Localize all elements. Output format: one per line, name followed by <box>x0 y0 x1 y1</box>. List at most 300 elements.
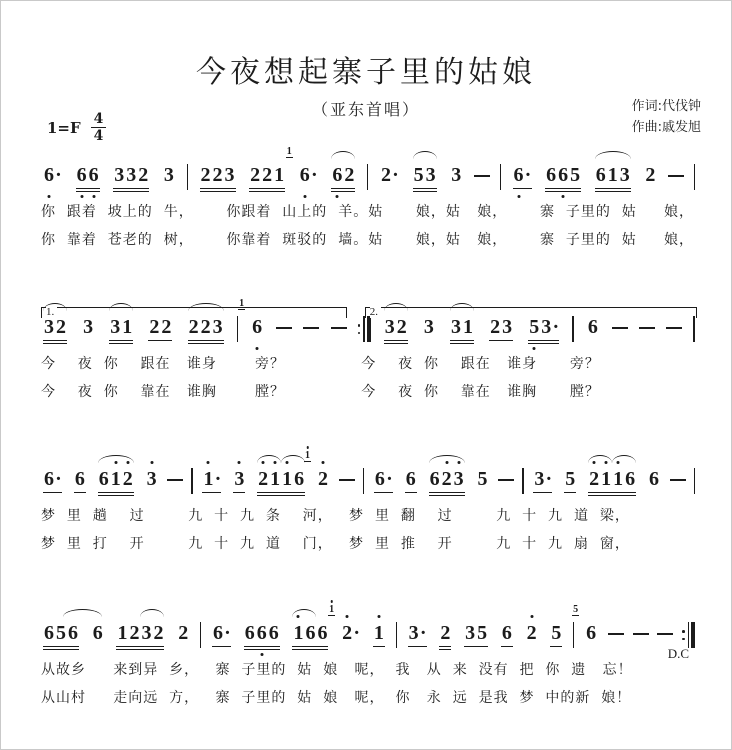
sustain-dash <box>668 175 684 177</box>
note-token <box>43 163 62 188</box>
augmentation-dot: · <box>55 468 62 490</box>
note-char: 6 <box>268 622 279 644</box>
music-system <box>41 146 695 250</box>
note-char: 1 <box>203 468 214 490</box>
note-token <box>146 467 158 492</box>
note-char: 6 <box>294 468 305 490</box>
thin-barline <box>688 622 689 648</box>
note-token <box>439 621 451 647</box>
note-char: 1 <box>270 468 281 490</box>
note-char: 3 <box>126 164 137 186</box>
note-token <box>644 163 656 188</box>
note-group <box>374 467 393 493</box>
sustain-dash <box>276 327 292 329</box>
note-char: 6 <box>625 468 636 490</box>
note-char: 2 <box>122 468 133 490</box>
augmentation-dot: · <box>224 622 231 644</box>
lyric-line: 今 夜 你 靠在 谁胸 膛？ 今 夜 你 靠在 谁胸 膛？ <box>41 384 600 400</box>
note-token <box>450 163 462 188</box>
sustain-dash <box>608 633 624 635</box>
note-char: 5 <box>529 316 540 338</box>
augmentation-dot: · <box>214 468 222 490</box>
repeat-dots <box>682 630 685 640</box>
note-token <box>564 467 576 493</box>
note-group <box>423 315 435 340</box>
note-group <box>257 467 305 493</box>
note-char: 3 <box>146 468 157 490</box>
note-token <box>244 621 280 647</box>
grace-note: 1 <box>329 604 335 615</box>
note-char: 2 <box>200 164 211 186</box>
note-char: 2 <box>178 622 189 644</box>
notes-row <box>41 604 695 653</box>
note-token <box>587 315 599 340</box>
note-token <box>464 621 488 647</box>
note-char: 1 <box>117 622 128 644</box>
note-group <box>146 467 158 492</box>
repeat-end-barline <box>358 316 371 342</box>
note-token <box>116 621 164 647</box>
note-group <box>644 163 656 188</box>
barline <box>500 164 501 190</box>
slur-arc <box>413 151 437 159</box>
note-group <box>113 163 149 189</box>
barline <box>694 164 695 190</box>
note-char: 2 <box>441 468 452 490</box>
note-char: 1 <box>607 164 618 186</box>
barline <box>363 468 364 494</box>
note-char: 2 <box>212 164 223 186</box>
note-char: 6 <box>74 468 85 490</box>
note-group <box>244 621 280 647</box>
repeat-dot <box>358 332 361 335</box>
barline <box>187 164 188 190</box>
note-group <box>212 621 231 647</box>
note-token <box>405 467 417 493</box>
augmentation-dot: · <box>310 164 318 186</box>
note-char: 3 <box>141 622 152 644</box>
note-token <box>573 604 597 646</box>
note-char: 3 <box>425 164 436 186</box>
composer-credit: 作曲:戚发旭 <box>631 120 701 135</box>
note-char: 6 <box>405 468 416 490</box>
note-token <box>202 467 221 493</box>
note-char: 2 <box>645 164 656 186</box>
note-group <box>464 621 488 647</box>
note-char: 3 <box>212 316 223 338</box>
note-char: 6 <box>88 164 99 186</box>
slur-arc <box>257 455 281 463</box>
augmentation-dot: · <box>545 468 553 490</box>
note-token <box>450 315 474 341</box>
note-group <box>585 621 597 646</box>
note-char: 2 <box>342 622 353 644</box>
note-token <box>380 163 399 188</box>
note-group <box>74 467 86 493</box>
song-subtitle: （亚东首唱） <box>311 100 420 119</box>
note-char: 3 <box>451 316 462 338</box>
note-char: 6 <box>317 622 328 644</box>
note-char: 2 <box>138 164 149 186</box>
note-char: 3 <box>423 316 434 338</box>
note-char: 2 <box>381 164 391 186</box>
slur-arc <box>588 455 612 463</box>
note-group <box>501 621 513 647</box>
sustain-dash <box>339 479 355 481</box>
note-token <box>92 621 104 646</box>
sustain-dash <box>474 175 490 177</box>
note-char: 1 <box>613 468 624 490</box>
note-group <box>373 621 385 647</box>
note-char: 1 <box>274 164 285 186</box>
note-token <box>292 621 328 647</box>
note-char: 1 <box>293 622 304 644</box>
note-char: 6 <box>546 164 557 186</box>
barline <box>522 468 523 494</box>
note-token <box>423 315 435 340</box>
note-char: 3 <box>234 468 245 490</box>
note-char: 6 <box>68 622 78 644</box>
note-group <box>405 467 417 493</box>
note-char: 5 <box>56 622 66 644</box>
slur-arc <box>140 609 164 617</box>
note-token <box>76 163 100 189</box>
lyric-line: 你 跟着 坡上的 牛， 你跟着 山上的 羊。姑 娘，姑 娘， 寨 子里的 姑 娘， <box>41 204 695 220</box>
note-token <box>43 467 62 493</box>
note-group <box>413 163 437 189</box>
note-token <box>588 467 636 493</box>
note-group <box>564 467 576 493</box>
note-group <box>550 621 562 647</box>
augmentation-dot: · <box>552 316 560 338</box>
note-token <box>177 621 189 646</box>
sustain-dash <box>612 327 628 329</box>
note-token <box>528 315 559 341</box>
note-char: 6 <box>244 622 255 644</box>
note-char: 6 <box>648 468 659 490</box>
note-char: 2 <box>129 622 140 644</box>
note-group <box>648 467 660 492</box>
repeat-dots <box>358 324 361 334</box>
note-char: 5 <box>565 468 576 490</box>
note-group <box>588 467 636 493</box>
note-char: 6 <box>44 468 54 490</box>
dc-mark: D.C <box>667 646 689 661</box>
note-char: 2 <box>188 316 199 338</box>
note-token <box>489 315 513 341</box>
note-group <box>299 163 318 188</box>
note-token <box>526 621 538 646</box>
note-char: 6 <box>558 164 569 186</box>
note-char: 6 <box>501 622 512 644</box>
note-token <box>74 467 86 493</box>
note-group <box>202 467 221 493</box>
sustain-dash <box>639 327 655 329</box>
slur-arc <box>188 303 224 311</box>
note-token <box>212 621 231 647</box>
note-char: 3 <box>384 316 395 338</box>
sustain-dash <box>670 479 686 481</box>
music-system <box>41 450 695 554</box>
note-token <box>43 621 79 647</box>
barline <box>572 316 573 342</box>
note-char: 3 <box>619 164 630 186</box>
repeat-dot <box>358 324 361 327</box>
note-group <box>292 621 328 647</box>
note-char: 3 <box>451 164 462 186</box>
note-group <box>317 467 329 492</box>
lyric-line: 梦 里 趟 过 九 十 九 条 河， 梦 里 翻 过 九 十 九 道 梁， <box>41 508 630 524</box>
note-char: 6 <box>332 164 343 186</box>
note-group <box>200 163 236 189</box>
note-char: 2 <box>490 316 501 338</box>
notes-row <box>41 450 695 499</box>
note-char: 2 <box>149 316 160 338</box>
note-group <box>76 163 100 189</box>
note-group <box>408 621 427 647</box>
song-title: 今夜想起寨子里的姑娘 <box>196 55 536 90</box>
slur-arc <box>109 303 133 311</box>
thin-barline <box>363 316 364 342</box>
note-char: 6 <box>76 164 87 186</box>
note-token <box>545 163 581 189</box>
note-char: 3 <box>163 164 174 186</box>
note-group <box>163 163 175 188</box>
note-char: 3 <box>110 316 121 338</box>
note-token <box>329 604 360 646</box>
sustain-dash <box>303 327 319 329</box>
note-char: 3 <box>453 468 464 490</box>
note-char: 5 <box>413 164 424 186</box>
note-char: 1 <box>463 316 474 338</box>
note-char: 6 <box>374 468 385 490</box>
note-group <box>384 315 408 341</box>
slur-arc <box>98 455 134 463</box>
note-char: 3 <box>408 622 419 644</box>
note-char: 2 <box>250 164 261 186</box>
note-char: 3 <box>465 622 476 644</box>
grace-note: 5 <box>573 604 579 615</box>
note-char: 2 <box>200 316 211 338</box>
note-token <box>533 467 552 493</box>
note-token <box>476 467 488 492</box>
tie-arc <box>63 609 103 617</box>
note-group <box>177 621 189 646</box>
slur-arc <box>429 455 465 463</box>
note-token <box>43 315 67 341</box>
sustain-dash <box>657 633 673 635</box>
thick-barline <box>367 316 371 342</box>
music-system <box>41 604 695 708</box>
note-token <box>200 163 236 189</box>
lyric-line: 从故乡 来到异 乡， 寨 子里的 姑 娘 呢， 我 从 来 没有 把 你 遗 忘！ <box>41 662 633 678</box>
note-group <box>450 315 474 341</box>
note-char: 2 <box>56 316 66 338</box>
note-group <box>43 621 79 647</box>
note-char: 6 <box>44 622 54 644</box>
lyric-line: 你 靠着 苍老的 树， 你靠着 斑驳的 墙。姑 娘，姑 娘， 寨 子里的 姑 娘， <box>41 232 695 248</box>
lyricist-credit: 作词:代伐钟 <box>631 99 701 114</box>
slur-arc <box>450 303 474 311</box>
note-token <box>82 315 94 340</box>
note-char: 5 <box>477 468 488 490</box>
note-char: 6 <box>429 468 440 490</box>
note-token <box>550 621 562 647</box>
time-signature <box>91 111 107 144</box>
time-denominator: 4 <box>93 128 104 145</box>
note-token <box>239 298 263 340</box>
key-time-block <box>47 111 106 144</box>
note-group <box>380 163 399 188</box>
lyric-line: 今 夜 你 跟在 谁身 旁？ 今 夜 你 跟在 谁身 旁？ <box>41 356 600 372</box>
note-char: 1 <box>122 316 133 338</box>
note-char: 2 <box>318 468 329 490</box>
slur-arc <box>384 303 408 311</box>
note-char: 3 <box>44 316 54 338</box>
grace-note: 1 <box>305 450 311 461</box>
note-char: 3 <box>541 316 552 338</box>
note-char: 3 <box>534 468 545 490</box>
barline <box>200 622 201 648</box>
note-char: 3 <box>502 316 513 338</box>
notes-row <box>41 146 695 195</box>
barline <box>694 468 695 494</box>
note-token <box>249 163 285 189</box>
slur-arc <box>281 455 305 463</box>
note-token <box>384 315 408 341</box>
note-token <box>233 467 245 493</box>
repeat-end-barline <box>682 622 695 648</box>
barline <box>237 316 238 342</box>
note-char: 2 <box>344 164 355 186</box>
note-char: 1 <box>373 622 384 644</box>
slur-arc <box>331 151 355 159</box>
barline <box>367 164 368 190</box>
note-char: 6 <box>212 622 223 644</box>
note-char: 2 <box>258 468 269 490</box>
note-char: 1 <box>282 468 293 490</box>
note-group <box>188 315 224 341</box>
note-group <box>251 315 263 340</box>
augmentation-dot: · <box>55 164 62 186</box>
volta-label: 2. <box>370 307 381 318</box>
note-token <box>513 163 532 189</box>
note-token <box>109 315 133 341</box>
note-token <box>408 621 427 647</box>
note-group <box>476 467 488 492</box>
note-token <box>163 163 175 188</box>
note-char: 5 <box>551 622 562 644</box>
note-group <box>98 467 134 493</box>
note-group <box>249 163 285 189</box>
note-char: 6 <box>98 468 109 490</box>
note-group <box>450 163 462 188</box>
repeat-dot <box>682 638 685 641</box>
slur-arc <box>292 609 316 617</box>
key-signature: 1=F <box>47 118 81 137</box>
note-group <box>233 467 245 493</box>
barline <box>693 316 694 342</box>
grace-note: 1 <box>286 146 292 157</box>
note-char: 1 <box>601 468 612 490</box>
note-token <box>501 621 513 647</box>
note-group <box>429 467 465 493</box>
sustain-dash <box>498 479 514 481</box>
note-token <box>98 467 134 493</box>
note-char: 2 <box>153 622 164 644</box>
note-group <box>43 163 62 188</box>
note-char: 3 <box>83 316 94 338</box>
note-group <box>489 315 513 341</box>
volta-label: 1. <box>46 307 57 318</box>
sustain-dash <box>666 327 682 329</box>
note-char: 6 <box>256 622 267 644</box>
note-group <box>595 163 631 189</box>
note-token <box>331 163 355 189</box>
note-group <box>109 315 133 341</box>
music-system <box>41 298 695 402</box>
augmentation-dot: · <box>386 468 393 490</box>
note-group <box>331 163 355 189</box>
note-group <box>545 163 581 189</box>
note-token <box>413 163 437 189</box>
grace-note: 1 <box>239 298 245 309</box>
note-token <box>113 163 149 189</box>
lyric-line: 梦 里 打 开 九 十 九 道 门， 梦 里 推 开 九 十 九 扇 窗， <box>41 536 630 552</box>
note-char: 6 <box>595 164 606 186</box>
barline <box>191 468 192 494</box>
note-group <box>82 315 94 340</box>
note-group <box>533 467 552 493</box>
note-char: 1 <box>110 468 121 490</box>
slur-arc <box>43 303 67 311</box>
note-char: 2 <box>396 316 407 338</box>
sustain-dash <box>167 479 183 481</box>
note-char: 6 <box>44 164 54 186</box>
barline <box>573 622 574 648</box>
barline <box>396 622 397 648</box>
note-token <box>374 467 393 493</box>
note-group <box>43 315 67 341</box>
note-token <box>648 467 660 492</box>
note-char: 6 <box>513 164 524 186</box>
note-token <box>429 467 465 493</box>
note-char: 6 <box>305 622 316 644</box>
note-group <box>92 621 104 646</box>
note-char: 5 <box>570 164 581 186</box>
note-char: 5 <box>477 622 488 644</box>
augmentation-dot: · <box>419 622 427 644</box>
note-char: 2 <box>440 622 451 644</box>
note-char: 6 <box>252 316 263 338</box>
note-char: 6 <box>299 164 310 186</box>
note-token <box>188 315 224 341</box>
note-group <box>43 467 62 493</box>
note-char: 6 <box>586 622 597 644</box>
note-char: 2 <box>161 316 172 338</box>
note-group <box>116 621 164 647</box>
note-char: 2 <box>526 622 537 644</box>
credits <box>632 96 701 138</box>
note-char: 3 <box>114 164 125 186</box>
augmentation-dot: · <box>353 622 360 644</box>
note-token <box>595 163 631 189</box>
lyric-line: 从山村 走向远 方， 寨 子里的 姑 娘 呢， 你 永 远 是我 梦 中的新 娘！ <box>41 690 632 706</box>
slur-arc <box>595 151 631 159</box>
note-token <box>305 450 329 492</box>
note-char: 6 <box>587 316 598 338</box>
repeat-dot <box>682 630 685 633</box>
